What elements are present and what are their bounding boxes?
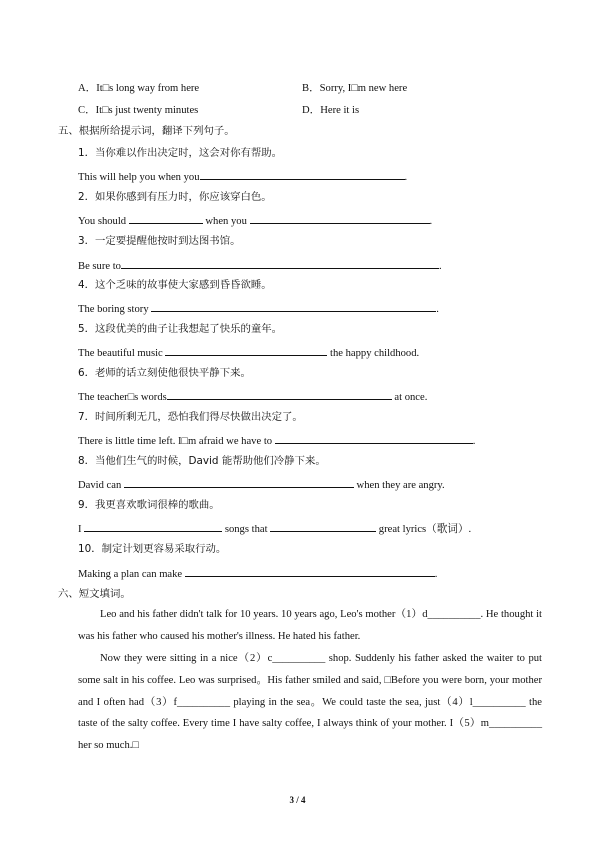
- item7-cn: 7．时间所剩无几，恐怕我们得尽快做出决定了。: [78, 411, 303, 423]
- option-b: B．Sorry, I□m new here: [302, 83, 408, 94]
- item1-en: This will help you when you .: [78, 169, 407, 185]
- item1-cn: 1．当你难以作出决定时，这会对你有帮助。: [78, 147, 283, 159]
- passage-paragraph-1: Leo and his father didn't talk for 10 years. 10 years ago, Leo's mother（1）d__________. He thought it was his father who caused his mother's illness. He hated his father.: [78, 609, 542, 642]
- option-d: D．Here it is: [302, 105, 360, 116]
- blank-input[interactable]: [151, 301, 436, 312]
- option-a: A．It□s long way from here: [78, 83, 200, 94]
- passage-paragraph-2: Now they were sitting in a nice（2）c__________ shop. Suddenly his father asked the waiter to put some salt in his coffee. Leo was surprised。His father smiled and said, □Before you were born, your mother and I often had（3）f__________ playing in the sea。We could taste the sea, just（4）l__________ the taste of the salty coffee. Every time I have salty coffee, I always think of your mother. I（5）m__________ her so much.□: [78, 653, 542, 752]
- item10-en: Making a plan can make .: [78, 566, 437, 582]
- section5-heading: 五、根据所给提示词，翻译下列句子。: [58, 125, 235, 137]
- item9-en: I songs that great lyrics（歌词）.: [78, 521, 471, 537]
- blank-input[interactable]: [167, 389, 392, 400]
- item2-cn: 2．如果你感到有压力时，你应该穿白色。: [78, 191, 272, 203]
- blank-input[interactable]: [129, 213, 203, 224]
- item4-cn: 4．这个乏味的故事使大家感到昏昏欲睡。: [78, 279, 272, 291]
- item6-en: The teacher□s words at once.: [78, 389, 427, 405]
- item6-cn: 6．老师的话立刻使他很快平静下来。: [78, 367, 251, 379]
- option-c: C．It□s just twenty minutes: [78, 105, 199, 116]
- item4-en: The boring story .: [78, 301, 439, 317]
- blank-input[interactable]: [124, 477, 354, 488]
- item3-en: Be sure to .: [78, 258, 442, 274]
- blank-input[interactable]: [121, 258, 439, 269]
- blank-input[interactable]: [200, 169, 405, 180]
- item2-en: You should when you .: [78, 213, 432, 229]
- item10-cn: 10．制定计划更容易采取行动。: [78, 543, 227, 555]
- page-number: 3 / 4: [289, 795, 306, 805]
- item9-cn: 9．我更喜欢歌词很棒的歌曲。: [78, 499, 220, 511]
- blank-input[interactable]: [185, 566, 435, 577]
- blank-input[interactable]: [275, 433, 473, 444]
- blank-input[interactable]: [250, 213, 430, 224]
- blank-input[interactable]: [84, 521, 222, 532]
- item8-en: David can when they are angry.: [78, 477, 445, 493]
- item8-cn: 8．当他们生气的时候，David 能帮助他们冷静下来。: [78, 455, 326, 467]
- item5-cn: 5．这段优美的曲子让我想起了快乐的童年。: [78, 323, 283, 335]
- blank-input[interactable]: [270, 521, 376, 532]
- item7-en: There is little time left. I□m afraid we have to .: [78, 433, 475, 449]
- item5-en: The beautiful music the happy childhood.: [78, 345, 419, 361]
- section6-heading: 六、短文填词。: [58, 588, 131, 600]
- item3-cn: 3．一定要提醒他按时到达图书馆。: [78, 235, 241, 247]
- blank-input[interactable]: [165, 345, 327, 356]
